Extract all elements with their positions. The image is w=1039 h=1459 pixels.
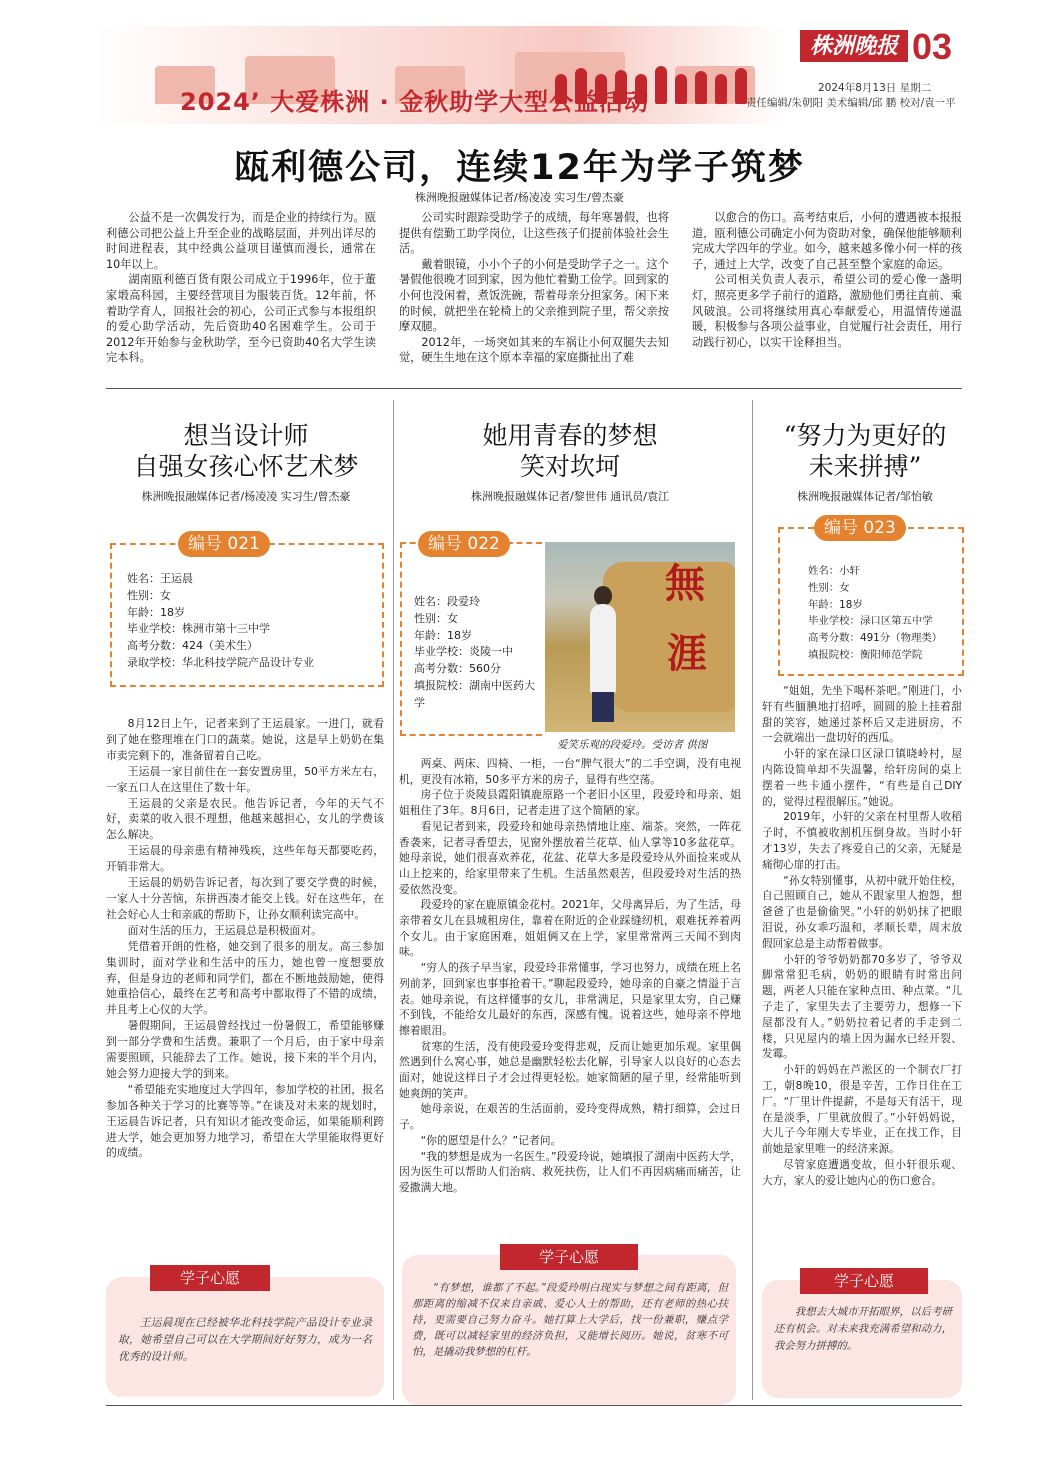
- badge-label: 编号: [428, 534, 462, 554]
- badge-number: 021: [227, 534, 260, 554]
- info-gender: 性别：女: [414, 611, 458, 625]
- lead-headline: 瓯利德公司，连续12年为学子筑梦: [234, 148, 805, 188]
- info-gender: 性别：女: [127, 588, 171, 602]
- story-021-byline: 株洲晚报融媒体记者/杨凌凌 实习生/曾杰豪: [141, 490, 351, 503]
- section-divider: [106, 388, 962, 389]
- title-line: 想当设计师: [183, 421, 309, 450]
- student-info-023: [808, 563, 958, 664]
- bottom-rule: [106, 1405, 962, 1406]
- paragraph: 看见记者到来，段爱玲和她母亲热情地让座、端茶。突然，一阵花香袭来，记者寻香望去，见窗外摆放着兰花草、仙人掌等10多盆花草。她母亲说，她们很喜欢养花，花盆、花草大多是段爱玲从外面捡来或从山上挖来的，给家里带来了生机。生活虽然艰苦，但段爱玲对生活的热爱依然没变。: [399, 819, 741, 896]
- wish-label-022: 学子心愿: [500, 1244, 638, 1270]
- info-school: 毕业学校：炎陵一中: [414, 645, 513, 659]
- lead-byline: 株洲晚报融媒体记者/杨凌凌 实习生/曾杰豪: [415, 191, 624, 204]
- student-info-022: [414, 594, 542, 712]
- badge-label: 编号: [188, 534, 222, 554]
- info-school: 毕业学校：株洲市第十三中学: [127, 622, 270, 636]
- student-badge-021: [178, 531, 270, 557]
- column-divider: [393, 400, 394, 1400]
- wish-label-021: 学子心愿: [150, 1265, 270, 1291]
- paragraph: 2019年，小轩的父亲在村里帮人收稻子时，不慎被收割机压倒身故。当时小轩才13岁，失去了疼爱自己的父亲，无疑是痛彻心扉的打击。: [762, 811, 962, 871]
- paragraph: 湖南瓯利德百货有限公司成立于1996年，位于董家塅高科园，主要经营项目为服装百货。12年前，怀着助学育人，回报社会的初心，公司正式参与本报组织的爱心助学活动，先后资助40名困难学生。公司于2012年开始参与金秋助学，至今已资助40名大学生读完本科。: [106, 273, 376, 365]
- story-022-byline: 株洲晚报融媒体记者/黎世伟 通讯员/袁江: [471, 490, 669, 503]
- info-score: 高考分数：424（美术生）: [127, 639, 258, 653]
- paragraph: 小轩的妈妈在芦淞区的一个制衣厂打工，朝8晚10，很是辛苦，工作日住在工厂。“厂里计件提薪，不是每天有活干，现在是淡季，厂里就放假了。”小轩妈妈说，大儿子今年刚大专毕业，正在找工作，目前她是家里唯一的经济来源。: [762, 1064, 962, 1156]
- info-gender: 性别：女: [808, 581, 850, 594]
- paragraph: 段爱玲的家在鹿原镇金花村。2021年，父母离异后，为了生活，母亲带着女儿在县城租房住，靠着在附近的企业踩缝纫机，艰难抚养着两个女儿。由于家庭困难，姐姐俩又在上学，家里常常两三天闻不到肉味。: [399, 898, 741, 959]
- student-badge-023: [814, 515, 906, 541]
- rock-character: 涯: [667, 630, 707, 677]
- wish-text-023: 我想去大城市开拓眼界，以后考研还有机会。对未来我充满希望和动力，我会努力拼搏的。: [774, 1306, 952, 1352]
- paragraph: 王运晨的父亲是农民。他告诉记者，今年的天气不好，卖菜的收入很不理想，他越来越担心，女儿的学费该怎么解决。: [106, 796, 384, 842]
- title-line: 笑对坎坷: [519, 452, 620, 481]
- info-college: 填报院校：衡阳师范学院: [808, 648, 923, 661]
- paragraph: 戴着眼镜，小小个子的小何是受助学子之一。这个暑假他很晚才回到家，因为他忙着勤工俭学。回到家的小何也没闲着，煮饭洗碗，帮着母亲分担家务。闲下来的时候，就把坐在轮椅上的父亲推到院子里，帮父亲按摩双腿。: [399, 257, 669, 334]
- story-021-body: [106, 716, 384, 1161]
- story-023-title: [760, 420, 970, 482]
- info-college: 填报院校：湖南中医药大学: [414, 678, 535, 709]
- info-age: 年龄：18岁: [808, 598, 863, 611]
- title-line: “努力为更好的: [783, 421, 947, 450]
- story-023-body: [762, 684, 962, 1190]
- info-score: 高考分数：560分: [414, 662, 501, 676]
- girl-legs: [592, 692, 614, 722]
- photo-caption: 爱笑乐观的段爱玲。受访者 供图: [557, 739, 708, 751]
- paragraph: 2012年，一场突如其来的车祸让小何双腿失去知觉，硬生生地在这个原本幸福的家庭撕扯出了难: [399, 335, 669, 365]
- title-line: 未来拼搏”: [808, 452, 922, 481]
- paragraph: 公司相关负责人表示，希望公司的爱心像一盏明灯，照亮更多学子前行的道路，激励他们勇往直前、乘风破浪。公司将继续用真心奉献爱心，用温情传递温暖，积极参与各项公益事业，自觉履行社会责任，用行动践行初心，以实干诠释担当。: [692, 273, 962, 349]
- event-title: 2024’ 大爱株洲 · 金秋助学大型公益活动: [180, 88, 650, 116]
- paragraph: 房子位于炎陵县霞阳镇鹿原路一个老旧小区里，段爱玲和母亲、姐姐租住了3年。8月6日，记者走进了这个简陋的家。: [399, 788, 741, 818]
- paragraph: 8月12日上午，记者来到了王运晨家。一进门，就看到了她在整理堆在门口的蔬菜。她说，这是早上奶奶在集市卖完剩下的，准备留着自己吃。: [106, 717, 384, 762]
- paragraph: 贫寒的生活，没有使段爱玲变得悲观，反而让她更加乐观。家里偶然遇到什么窝心事，她总是幽默轻松去化解，引导家人以良好的心态去面对，她说这样日子才会过得更轻松。她家简陋的屋子里，经常能听到她爽朗的笑声。: [399, 1039, 741, 1100]
- info-age: 年龄：18岁: [127, 605, 185, 619]
- info-score: 高考分数：491分（物理类）: [808, 632, 943, 645]
- story-022-title: [420, 420, 720, 482]
- paragraph: 两桌、两床、四椅、一柜，一台“脾气很大”的二手空调，没有电视机，更没有冰箱，50多平方米的房子，显得有些空荡。: [399, 757, 741, 786]
- paragraph: 公司实时跟踪受助学子的成绩，每年寒暑假，也将提供有偿勤工助学岗位，让这些孩子们提前体验社会生活。: [399, 211, 669, 256]
- editor-credits: 责任编辑/朱朝阳 美术编辑/邱 鹏 校对/袁一平: [746, 97, 956, 109]
- badge-number: 022: [467, 534, 500, 554]
- story-021-title: [106, 420, 386, 482]
- info-name: 姓名：段爱玲: [414, 595, 480, 608]
- wish-text-022: “有梦想，谁都了不起。”段爱玲明白现实与梦想之间有距离，但那距离的缩减不仅来自亲戚、爱心人士的帮助，还有老师的热心扶持，更需要自己努力奋斗。她打算上大学后，找一份兼职，赚点学费，既可以减轻家里的经济负担，又能增长阅历。她说，贫寒不可怕，是撬动我梦想的杠杆。: [412, 1282, 728, 1358]
- column-divider: [752, 400, 753, 1400]
- page-number: 03: [912, 26, 953, 67]
- info-college: 录取学校：华北科技学院产品设计专业: [127, 655, 314, 669]
- info-name: 姓名：小轩: [808, 565, 860, 577]
- paragraph: 公益不是一次偶发行为，而是企业的持续行为。瓯利德公司把公益上升至企业的战略层面，并列出详尽的时间进程表，其中经典公益项目谨慎而漫长，通常在10年以上。: [106, 211, 376, 271]
- paragraph: 王运晨的母亲患有精神残疾，这些年每天都要吃药，开销非常大。: [106, 844, 384, 874]
- paragraph: “姐姐，先坐下喝杯茶吧。”刚进门，小轩有些腼腆地打招呼，圆圆的脸上挂着甜甜的笑容，她递过茶杯后又走进厨房，不一会就端出一盘切好的西瓜。: [762, 685, 962, 745]
- paragraph: “希望能充实地度过大学四年，参加学校的社团，报名参加各种关于学习的比赛等等。”在谈及对未来的规划时，王运晨告诉记者，只有知识才能改变命运，如果能顺利跨进大学，她会更加努力地学习，希望在大学里能取得更好的成绩。: [106, 1082, 384, 1160]
- lead-column-1: [106, 210, 376, 366]
- story-023-byline: 株洲晚报融媒体记者/邹怡敏: [797, 490, 933, 503]
- lead-column-3: [692, 210, 962, 350]
- badge-label: 编号: [824, 518, 858, 538]
- paragraph: 小轩的家在渌口区渌口镇晓岭村，屋内陈设简单却不失温馨，给轩房间的桌上摆着一些卡通小摆件，“有些是自己DIY的，觉得过程很解压。”她说。: [762, 748, 962, 808]
- paragraph: 她母亲说，在艰苦的生活面前，爱玲变得成熟，精打细算，会过日子。: [399, 1102, 741, 1132]
- paragraph: 暑假期间，王运晨曾经找过一份暑假工，希望能够赚到一部分学费和生活费。兼职了一个月后，由于家中母亲需要照顾，只能辞去了工作。她说，接下来的半个月内，她会努力迎接大学的到来。: [106, 1019, 384, 1080]
- paragraph: “我的梦想是成为一名医生。”段爱玲说，她填报了湖南中医药大学，因为医生可以帮助人们治病、救死扶伤，让人们不再因病痛而痛苦，让爱撒满大地。: [399, 1149, 741, 1194]
- paragraph: 凭借着开朗的性格，她交到了很多的朋友。高三参加集训时，面对学业和生活中的压力，她也曾一度想要放弃，但是身边的老师和同学们，都在不断地鼓励她，使得她重拾信心，最终在艺考和高考中都取得了不错的成绩，并且考上心仪的大学。: [106, 939, 384, 1017]
- badge-number: 023: [863, 518, 896, 538]
- paragraph: 面对生活的压力，王运晨总是积极面对。: [127, 923, 322, 937]
- rock-character: 無: [665, 560, 705, 607]
- girl-figure: [590, 604, 616, 694]
- paragraph: “孙女特别懂事，从初中就开始住校，自己照顾自己，她从不跟家里人抱怨，想爸爸了也是偷偷哭。”小轩的奶奶抹了把眼泪说，孙女乖巧温和，孝顺长辈，周末放假回家总是主动帮着做事。: [762, 874, 962, 950]
- paragraph: “穷人的孩子早当家，段爱玲非常懂事，学习也努力，成绩在班上名列前茅，回到家也事事抢着干。”聊起段爱玲，她母亲的自豪之情溢于言表。她母亲说，有这样懂事的女儿，非常满足，只是家里太穷，自己赚不到钱，不能给女儿最好的东西，深感有愧。说着这些，她母亲不停地擦着眼泪。: [399, 961, 741, 1037]
- wish-text-021: 王运晨现在已经被华北科技学院产品设计专业录取，她希望自己可以在大学期间好好努力，成为一名优秀的设计师。: [118, 1316, 372, 1363]
- lead-column-2: [399, 210, 669, 366]
- info-name: 姓名：王运晨: [127, 572, 193, 585]
- paragraph: 以愈合的伤口。高考结束后，小何的遭遇被本报报道，瓯利德公司确定小何为资助对象，确保他能够顺利完成大学四年的学业。如今，越来越多像小何一样的孩子，通过上大学，改变了自己甚至整个家庭的命运。: [692, 211, 962, 271]
- info-age: 年龄：18岁: [414, 628, 472, 642]
- paragraph: 王运晨一家目前住在一套安置房里，50平方米左右，一家五口人在这里住了数十年。: [106, 764, 384, 794]
- paragraph: 尽管家庭遭遇变故，但小轩很乐观、大方，家人的爱让她内心的伤口愈合。: [762, 1158, 962, 1187]
- story-022-body: [399, 756, 741, 1196]
- newspaper-logo: 株洲晚报: [800, 30, 908, 62]
- title-line: 她用青春的梦想: [482, 421, 658, 450]
- student-photo: [545, 542, 735, 732]
- paragraph: “你的愿望是什么？”记者问。: [420, 1133, 562, 1147]
- wish-label-023: 学子心愿: [800, 1268, 928, 1294]
- info-school: 毕业学校：渌口区第五中学: [808, 615, 933, 628]
- issue-date: 2024年8月13日 星期二: [818, 82, 932, 94]
- student-badge-022: [418, 531, 510, 557]
- girl-head: [594, 586, 612, 606]
- title-line: 自强女孩心怀艺术梦: [133, 452, 359, 481]
- paragraph: 王运晨的奶奶告诉记者，每次到了要交学费的时候，一家人十分苦恼，东拼西凑才能交上钱。好在这些年，在社会好心人士和亲戚的帮助下，让孙女顺利读完高中。: [106, 876, 384, 921]
- paragraph: 小轩的爷爷奶奶都70多岁了，爷爷双脚常常犯毛病，奶奶的眼睛有时常出问题，两老人只能在家种点田、种点菜。“儿子走了，家里失去了主要劳力，想修一下屋都没有人。”奶奶拉着记者的手走到二楼，只见屋内的墙上因为漏水已经开裂、发霉。: [762, 953, 962, 1061]
- student-info-021: [127, 571, 377, 672]
